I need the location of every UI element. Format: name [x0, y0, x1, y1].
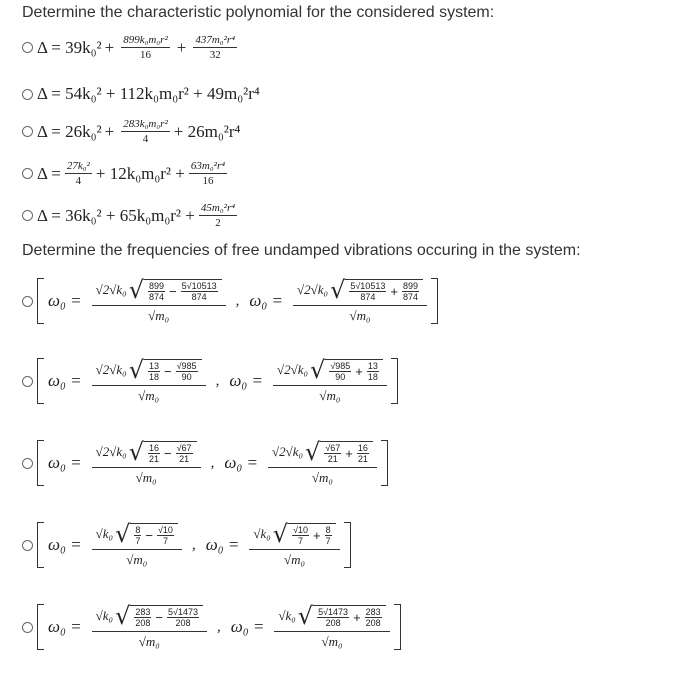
- mass-root: √m₀: [311, 470, 333, 485]
- k-root: √2√k₀: [297, 282, 329, 297]
- right-bracket: [391, 358, 398, 404]
- frac-den: 21: [149, 453, 160, 464]
- frac-num: 13: [149, 360, 160, 371]
- frac-num: 5√1473: [318, 606, 349, 617]
- frac-num: 899: [149, 280, 165, 291]
- freq-fraction: [92, 440, 201, 486]
- frac-den: 16: [202, 175, 214, 187]
- frac-den: 874: [149, 291, 165, 302]
- frac-num: 16: [357, 442, 368, 453]
- mass-root: √m₀: [135, 470, 157, 485]
- frac-den: 18: [367, 371, 378, 382]
- right-bracket: [344, 522, 351, 568]
- frac-den: 208: [175, 617, 191, 628]
- comma: ,: [216, 618, 221, 635]
- freq-fraction: [92, 358, 206, 404]
- comma: ,: [235, 292, 240, 309]
- k-root: √k₀: [278, 608, 296, 623]
- k-root: √k₀: [95, 526, 114, 541]
- comma: ,: [215, 372, 220, 389]
- freq-fraction: [273, 358, 387, 404]
- right-bracket: [381, 440, 388, 486]
- poly-lhs: Δ = 39k₀²: [37, 37, 102, 57]
- mass-root: √m₀: [321, 634, 343, 649]
- omega-label: ω₀ =: [48, 617, 82, 636]
- frac-num: 27k₀²: [66, 160, 90, 172]
- frac-den: 32: [209, 49, 221, 61]
- freq-fraction: [274, 604, 389, 650]
- left-bracket: [37, 440, 44, 486]
- frac-den: 7: [135, 535, 141, 546]
- poly-option-3[interactable]: Δ = 26k₀² + $\frac{\text{283k₀m₀r²}}{4}$ + 26m₀²r⁴: [22, 118, 240, 145]
- question1-title: Determine the characteristic polynomial for the considered system:: [22, 4, 495, 21]
- frac-num: 5√10513: [181, 280, 217, 291]
- sqrt: √ $\frac{5√1473}{208}$ + $\frac{283}{208}$: [298, 604, 386, 628]
- freq-option-3[interactable]: [22, 440, 388, 486]
- left-bracket: [37, 604, 44, 650]
- radio-button[interactable]: [22, 376, 33, 387]
- frac-den: 208: [365, 617, 381, 628]
- poly-lhs: Δ =: [37, 163, 61, 183]
- omega-label: ω₀ =: [224, 453, 258, 472]
- sqrt: √ $\frac{899}{874}$ − $\frac{5√10513}{874}$: [129, 278, 222, 302]
- sqrt: √ $\frac{283}{208}$ − $\frac{5√1473}{208}$: [115, 604, 203, 628]
- frac-num: 283: [135, 606, 151, 617]
- frac-den: 7: [162, 535, 168, 546]
- frac-den: 18: [149, 371, 160, 382]
- poly-lhs: Δ = 26k₀²: [37, 121, 102, 141]
- frac-num: 16: [149, 442, 160, 453]
- mass-root: √m₀: [349, 308, 371, 323]
- frac-den: 2: [215, 217, 221, 229]
- k-root: √2√k₀: [95, 444, 127, 459]
- omega-label: ω₀ =: [249, 291, 283, 310]
- radio-button[interactable]: [22, 126, 33, 137]
- frac-den: 21: [327, 453, 338, 464]
- sqrt: √ $\frac{13}{18}$ − $\frac{√985}{90}$: [129, 358, 202, 382]
- k-root: √k₀: [95, 608, 114, 623]
- omega-label: ω₀ =: [229, 371, 263, 390]
- k-root: √2√k₀: [276, 362, 309, 377]
- omega-label: ω₀ =: [230, 617, 265, 636]
- mass-root: √m₀: [138, 388, 160, 403]
- freq-fraction: [92, 522, 182, 568]
- omega-label: ω₀ =: [48, 371, 82, 390]
- omega-label: ω₀ =: [48, 291, 82, 310]
- radio-button[interactable]: [22, 89, 33, 100]
- poly-term: + 12k₀m₀r² +: [95, 163, 185, 183]
- frac-num: √985: [176, 360, 197, 371]
- left-bracket: [37, 358, 44, 404]
- sqrt: √ $\frac{8}{7}$ − $\frac{√10}{7}$: [115, 522, 178, 546]
- radio-button[interactable]: [22, 296, 33, 307]
- frac-num: √67: [176, 442, 192, 453]
- freq-option-2[interactable]: [22, 358, 398, 404]
- frac-den: 90: [335, 371, 346, 382]
- poly-term: + 26m₀²r⁴: [173, 121, 241, 141]
- freq-fraction: [268, 440, 377, 486]
- sqrt: √ $\frac{√985}{90}$ + $\frac{13}{18}$: [310, 358, 383, 382]
- poly-option-2[interactable]: [22, 84, 260, 104]
- poly-option-4[interactable]: [22, 160, 231, 187]
- freq-fraction: [92, 604, 207, 650]
- radio-button[interactable]: [22, 458, 33, 469]
- mass-root: √m₀: [126, 552, 148, 567]
- frac-num: 5√1473: [168, 606, 198, 617]
- omega-label: ω₀ =: [48, 453, 82, 472]
- frac-num: 45m₀²r⁴: [200, 202, 236, 214]
- left-bracket: [37, 278, 44, 324]
- k-root: √2√k₀: [95, 362, 127, 377]
- radio-button[interactable]: [22, 42, 33, 53]
- frac-den: 874: [402, 291, 418, 302]
- poly-expr: Δ = 54k₀² + 112k₀m₀r² + 49m₀²r⁴: [37, 84, 260, 103]
- sqrt: √ $\frac{5√10513}{874}$ + $\frac{899}{874}$: [330, 278, 423, 302]
- frac-num: 63m₀²r⁴: [190, 160, 226, 172]
- poly-option-1[interactable]: Δ = 39k₀² + $\frac{\text{899k₀m₀r²}}{16}$ + $\frac{\text{437m₀²r⁴}}{32}$: [22, 34, 241, 61]
- mass-root: √m₀: [148, 308, 170, 323]
- radio-button[interactable]: [22, 210, 33, 221]
- freq-option-1[interactable]: [22, 278, 438, 324]
- mass-root: √m₀: [319, 388, 341, 403]
- radio-button[interactable]: [22, 168, 33, 179]
- frac-num: 13: [367, 360, 378, 371]
- omega-label: ω₀ =: [205, 535, 240, 554]
- right-bracket: [431, 278, 438, 324]
- k-root: √2√k₀: [271, 444, 304, 459]
- question2-title: Determine the frequencies of free undamped vibrations occuring in the system:: [22, 242, 581, 259]
- frac-den: 90: [181, 371, 192, 382]
- frac-num: 283: [365, 606, 381, 617]
- freq-option-4[interactable]: [22, 522, 351, 568]
- frac-den: 21: [179, 453, 190, 464]
- frac-den: 4: [75, 175, 82, 187]
- mass-root: √m₀: [283, 552, 305, 567]
- frac-num: 283k₀m₀r²: [123, 118, 168, 130]
- mass-root: √m₀: [138, 634, 160, 649]
- freq-option-5[interactable]: [22, 604, 401, 650]
- frac-num: √10: [293, 524, 309, 535]
- freq-fraction: [249, 522, 339, 568]
- frac-num: 437m₀²r⁴: [195, 34, 236, 46]
- frac-num: √10: [157, 524, 173, 535]
- sqrt: √ $\frac{√10}{7}$ + $\frac{8}{7}$: [273, 522, 336, 546]
- frac-num: √985: [330, 360, 351, 371]
- frac-den: 7: [298, 535, 304, 546]
- frac-den: 208: [325, 617, 341, 628]
- frac-num: 5√10513: [350, 280, 386, 291]
- radio-button[interactable]: [22, 622, 33, 633]
- frac-den: 7: [325, 535, 331, 546]
- frac-den: 4: [142, 133, 149, 145]
- frac-num: 8: [325, 524, 331, 535]
- frac-num: 899: [402, 280, 418, 291]
- frac-den: 21: [357, 453, 368, 464]
- radio-button[interactable]: [22, 540, 33, 551]
- frac-num: 8: [135, 524, 141, 535]
- omega-label: ω₀ =: [48, 535, 82, 554]
- poly-lhs: Δ = 36k₀² + 65k₀m₀r² +: [37, 205, 195, 225]
- k-root: √k₀: [253, 526, 271, 541]
- comma: ,: [191, 536, 196, 553]
- sqrt: √ $\frac{16}{21}$ − $\frac{√67}{21}$: [129, 440, 197, 464]
- comma: ,: [210, 454, 215, 471]
- frac-den: 208: [135, 617, 151, 628]
- frac-num: √67: [325, 442, 341, 453]
- k-root: √2√k₀: [95, 282, 127, 297]
- frac-num: 899k₀m₀r²: [123, 34, 168, 46]
- freq-fraction: [293, 278, 427, 324]
- left-bracket: [37, 522, 44, 568]
- frac-den: 874: [360, 291, 376, 302]
- frac-den: 874: [191, 291, 207, 302]
- right-bracket: [394, 604, 401, 650]
- frac-den: 16: [139, 49, 151, 61]
- sqrt: √ $\frac{√67}{21}$ + $\frac{16}{21}$: [305, 440, 373, 464]
- poly-option-5[interactable]: [22, 202, 241, 229]
- freq-fraction: [92, 278, 226, 324]
